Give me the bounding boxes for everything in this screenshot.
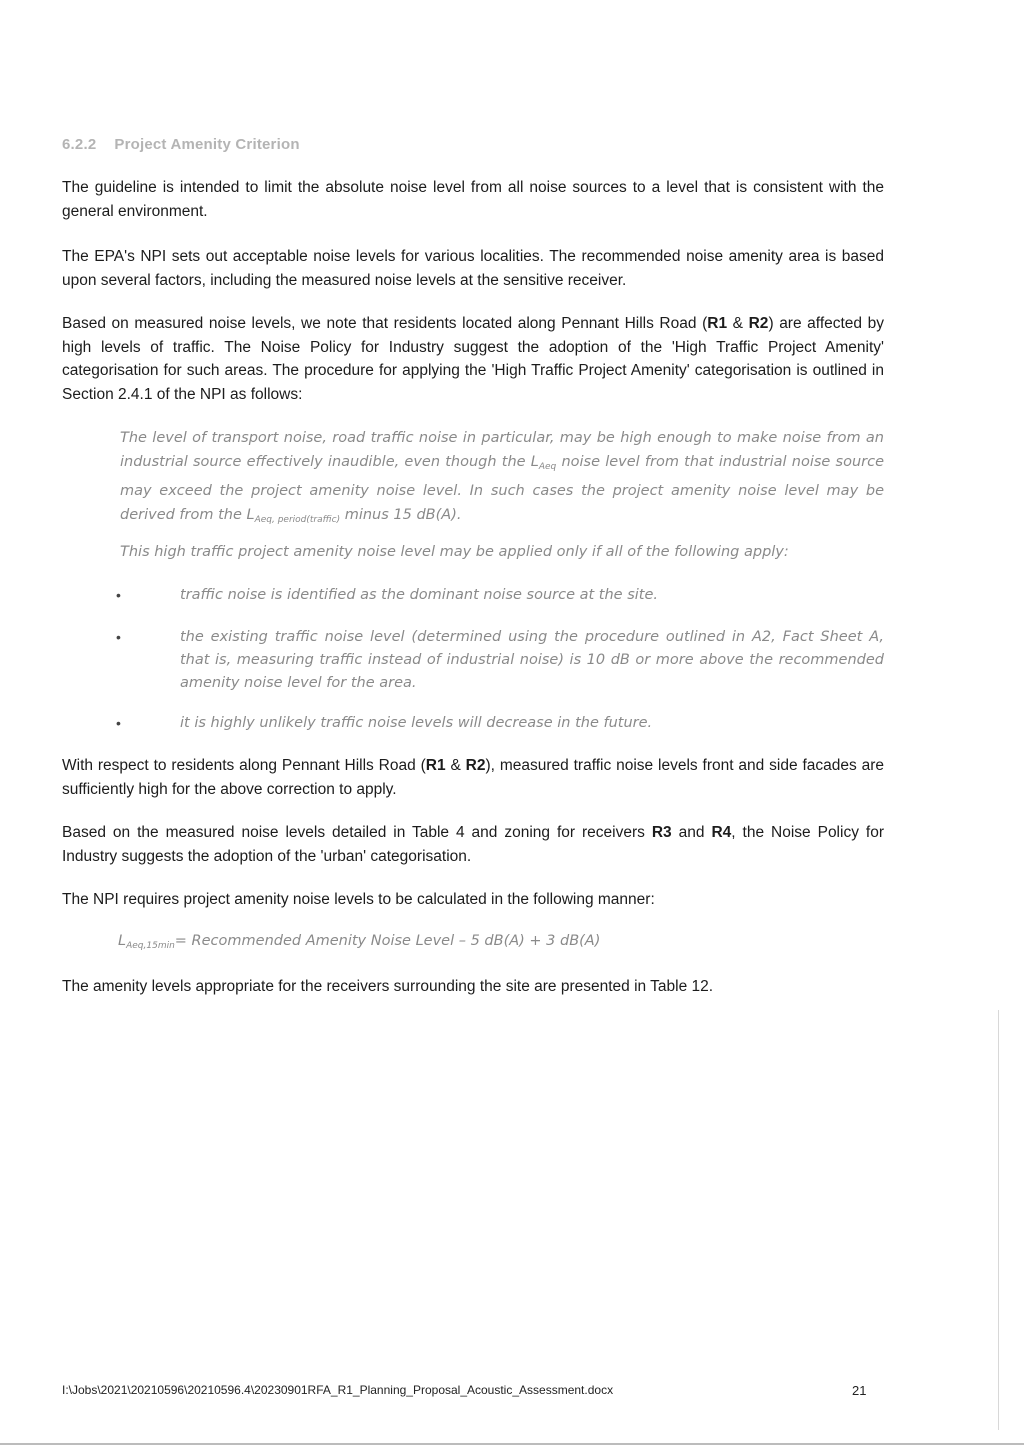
paragraph-table-reference: The amenity levels appropriate for the receivers surrounding the site are presented in Table 12. — [62, 978, 714, 995]
list-item: • it is highly unlikely traffic noise levels will decrease in the future. — [116, 712, 884, 735]
receiver-r2: R2 — [748, 315, 769, 332]
section-number: 6.2.2 — [62, 136, 97, 153]
page-bottom-edge — [0, 1443, 1024, 1445]
bullet-icon: • — [116, 587, 121, 603]
quote-conditions-intro: This high traffic project amenity noise level may be applied only if all of the following apply: — [120, 544, 789, 560]
paragraph-pennant-hills: Based on measured noise levels, we note that residents located along Pennant Hills Road (R1 & R2) are affected by high levels of traffic. The Noise Policy for Industry suggest the adoption of the 'High Traffic Project Amenity' categorisation for such areas. The procedure for applying the 'High Traffic Project Amenity' categorisation is outlined in Section 2.4.1 of the NPI as follows: — [62, 315, 885, 403]
scan-edge-line — [998, 1010, 999, 1430]
list-item: • the existing traffic noise level (determined using the procedure outlined in A2, Fact Sheet A, that is, measuring traffic instead of industrial noise) is 10 dB or more above the recommended amenity noise level for the area. — [116, 626, 884, 695]
receiver-r2: R2 — [465, 757, 486, 774]
paragraph-npi-calculation: The NPI requires project amenity noise levels to be calculated in the following manner: — [62, 891, 655, 908]
receiver-r3: R3 — [651, 824, 672, 841]
section-heading — [62, 136, 300, 153]
receiver-r1: R1 — [707, 315, 728, 332]
paragraph-npi-levels: The EPA's NPI sets out acceptable noise levels for various localities. The recommended noise amenity area is based upon several factors, including the measured noise levels at the sensitive receiver. — [62, 248, 884, 289]
section-title: Project Amenity Criterion — [114, 136, 300, 153]
receiver-r1: R1 — [425, 757, 446, 774]
receiver-r4: R4 — [711, 824, 732, 841]
footer-page-number: 21 — [852, 1383, 867, 1398]
bullet-icon: • — [116, 629, 121, 645]
paragraph-guideline: The guideline is intended to limit the absolute noise level from all noise sources to a level that is consistent with the general environment. — [62, 179, 884, 220]
bullet-icon: • — [116, 715, 121, 731]
footer-file-path: I:\Jobs\2021\20210596\20210596.4\20230901RFA_R1_Planning_Proposal_Acoustic_Assessment.docx — [62, 1383, 614, 1397]
list-item: • traffic noise is identified as the dominant noise source at the site. — [116, 584, 884, 607]
quote-transport-noise: The level of transport noise, road traffic noise in particular, may be high enough to make noise from an industrial source effectively inaudible, even though the $L_{Aeq}$ noise level from that industrial noise source may exceed the project amenity noise level. In such cases the project amenity noise level may be derived from the $L_{Aeq, period(traffic)}$ minus 15 dB(A). — [120, 430, 885, 525]
paragraph-correction-applies: With respect to residents along Pennant Hills Road (R1 & R2), measured traffic noise levels front and side facades are sufficiently high for the above correction to apply. — [62, 757, 885, 798]
amenity-formula: $L_{Aeq,15min}=$ Recommended Amenity Noise Level – 5 dB(A) + 3 dB(A) — [118, 933, 601, 951]
paragraph-urban-categorisation: Based on the measured noise levels detailed in Table 4 and zoning for receivers R3 and R4, the Noise Policy for Industry suggests the adoption of the 'urban' categorisation. — [62, 824, 884, 865]
